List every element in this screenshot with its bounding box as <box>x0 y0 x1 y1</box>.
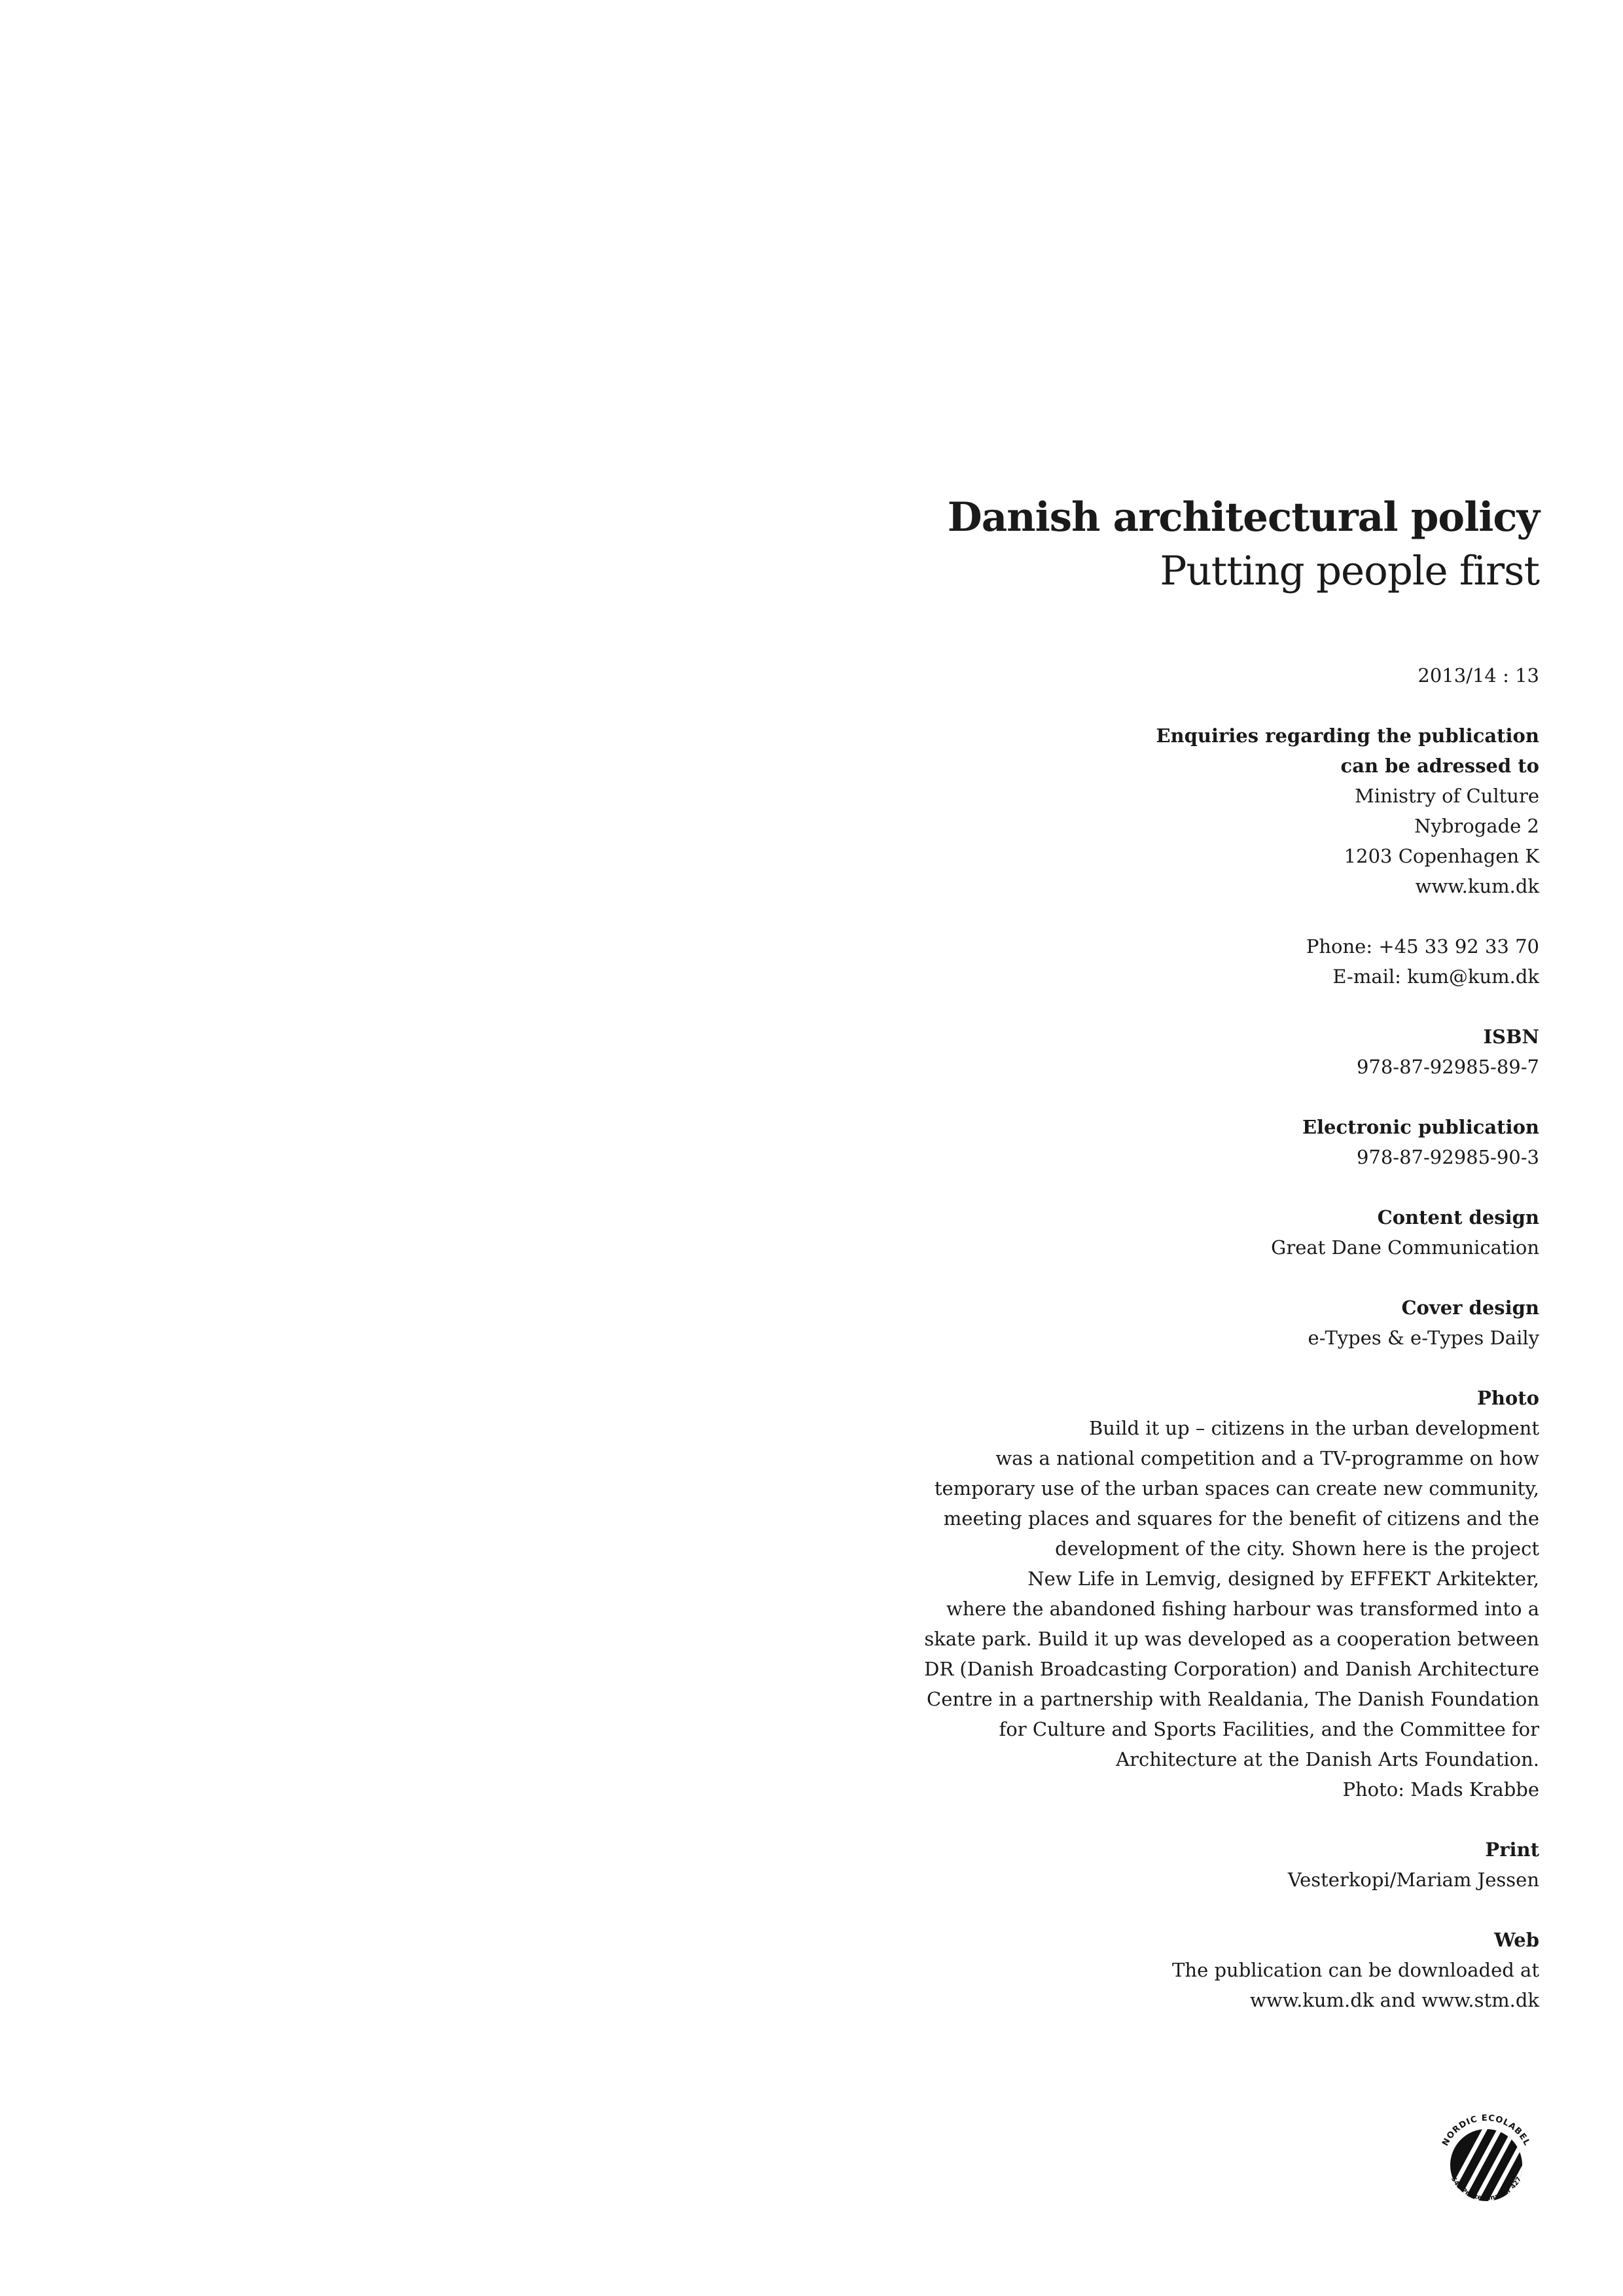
content-design-block <box>819 1202 1539 1263</box>
address-line: Nybrogade 2 <box>1414 815 1539 837</box>
photo-caption-line: for Culture and Sports Facilities, and the Committee for <box>999 1718 1539 1740</box>
electronic-publication-block <box>819 1112 1539 1172</box>
photo-caption-line: where the abandoned fishing harbour was transformed into a <box>946 1598 1539 1620</box>
isbn-value: 978-87-92985-89-7 <box>1356 1056 1539 1078</box>
cover-design-value: e-Types & e-Types Daily <box>1308 1327 1539 1349</box>
print-value: Vesterkopi/Mariam Jessen <box>1287 1869 1539 1891</box>
photo-caption-line: meeting places and squares for the benefit of citizens and the <box>943 1507 1539 1530</box>
photo-caption-line: development of the city. Shown here is the project <box>1055 1537 1539 1560</box>
enquiries-heading-line1: Enquiries regarding the publication <box>1156 725 1539 747</box>
contact-block <box>819 931 1539 992</box>
email-line: E-mail: kum@kum.dk <box>1332 965 1539 988</box>
colophon <box>819 491 1539 2015</box>
enquiries-heading-line2: can be adressed to <box>1340 755 1539 777</box>
photo-heading: Photo <box>1477 1387 1539 1409</box>
svg-text:NORDIC ECOLABEL: NORDIC ECOLABEL <box>1440 2113 1532 2148</box>
phone-line: Phone: +45 33 92 33 70 <box>1306 935 1539 958</box>
photo-credit: Photo: Mads Krabbe <box>1342 1778 1539 1801</box>
photo-caption-line: Architecture at the Danish Arts Foundation. <box>1116 1748 1539 1770</box>
cover-design-heading: Cover design <box>1401 1297 1539 1319</box>
address-line: Ministry of Culture <box>1355 785 1539 807</box>
photo-caption-line: Centre in a partnership with Realdania, The Danish Foundation <box>927 1688 1539 1710</box>
web-line: The publication can be downloaded at <box>1172 1959 1539 1981</box>
publication-subtitle: Putting people first <box>1160 548 1539 594</box>
photo-caption-line: skate park. Build it up was developed as a cooperation between <box>924 1628 1539 1650</box>
photo-caption-line: DR (Danish Broadcasting Corporation) and Danish Architecture <box>924 1658 1539 1680</box>
isbn-block <box>819 1022 1539 1082</box>
photo-caption-line: temporary use of the urban spaces can create new community, <box>934 1477 1539 1499</box>
photo-caption-line: New Life in Lemvig, designed by EFFEKT Arkitekter, <box>1027 1568 1539 1590</box>
isbn-heading: ISBN <box>1483 1026 1539 1048</box>
print-block <box>819 1835 1539 1895</box>
cover-design-block <box>819 1293 1539 1353</box>
photo-caption-line: was a national competition and a TV-programme on how <box>995 1447 1539 1469</box>
website-line: www.kum.dk <box>1415 875 1539 897</box>
reference-number: 2013/14 : 13 <box>1418 664 1539 687</box>
web-line: www.kum.dk and www.stm.dk <box>1250 1989 1539 2011</box>
enquiries-block <box>819 721 1539 901</box>
content-design-value: Great Dane Communication <box>1271 1236 1539 1259</box>
web-block <box>819 1925 1539 2015</box>
electronic-publication-value: 978-87-92985-90-3 <box>1356 1146 1539 1168</box>
electronic-publication-heading: Electronic publication <box>1302 1116 1539 1138</box>
photo-caption-line: Build it up – citizens in the urban development <box>1088 1417 1539 1439</box>
content-design-heading: Content design <box>1377 1206 1539 1229</box>
address-line: 1203 Copenhagen K <box>1344 845 1539 867</box>
nordic-ecolabel-icon <box>1431 2108 1542 2219</box>
publication-title: Danish architectural policy <box>947 494 1539 541</box>
svg-text:541 Printed matter 427: 541 Printed matter 427 <box>1449 2176 1524 2202</box>
web-heading: Web <box>1494 1929 1539 1951</box>
photo-block <box>819 1383 1539 1804</box>
print-heading: Print <box>1485 1839 1539 1861</box>
